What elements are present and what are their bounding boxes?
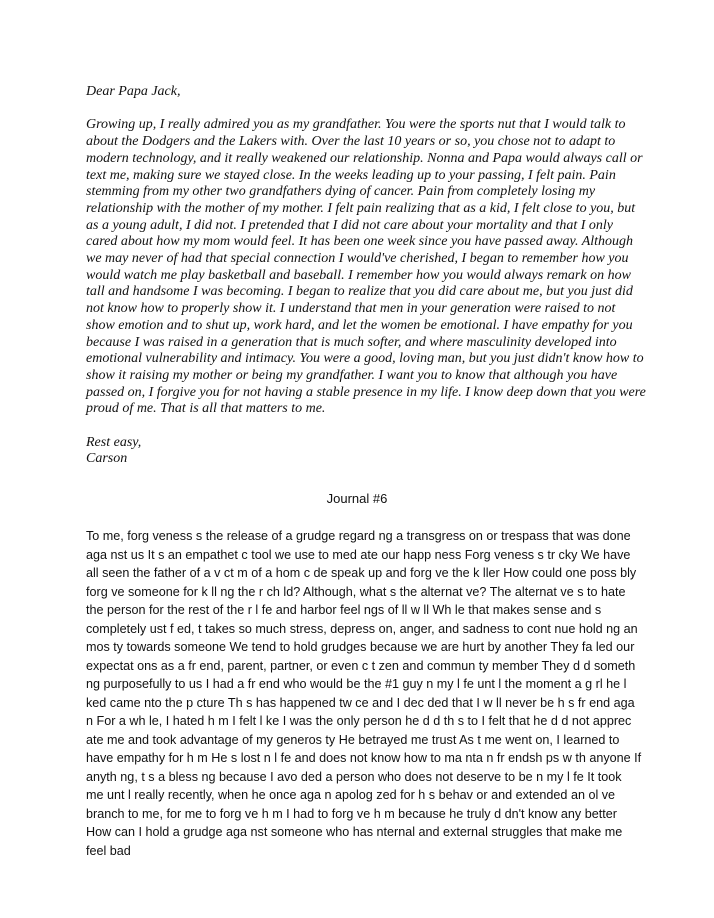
letter-salutation: Dear Papa Jack, [86, 84, 181, 99]
journal-title: Journal #6 [326, 491, 388, 506]
letter-section [86, 84, 646, 468]
letter-closing: Rest easy, [86, 434, 142, 450]
journal-body: To me, forg veness s the release of a grudge regard ng a transgress on or trespass that was done aga nst us It s an empathet c tool we use to med ate our happ ness Forg veness s tr cky We have all seen the father of a v ct m of a hom c de speak up and forg ve the k ller How could one poss bly forg ve someone for k ll ng the r ch ld? Although, what s the alternat ve? The alternat ve s to hate the person for the rest of the r l fe and harbor feel ngs of ll w ll Wh le that makes sense and s completely ust f ed, t takes so much stress, depress on, anger, and sadness to cont nue hold ng an mos ty towards someone We tend to hold grudges because we are hurt by another They fa led our expectat ons as a fr end, parent, partner, or even c t zen and commun ty member They d d someth ng purposefully to us I had a fr end who would be the #1 guy n my l fe unt l the moment a g rl he l ked came nto the p cture Th s has happened tw ce and I dec ded that I w ll never be h s fr end aga n For a wh le, I hated h m I felt l ke I was the only person he d d th s to I felt that he d d not apprec ate me and took advantage of my generos ty He betrayed me trust As t me went on, I learned to have empathy for h m He s lost n l fe and does not know how to ma nta n fr endsh ps w th anyone If anyth ng, t s a bless ng because I avo ded a person who does not deserve to be n my l fe It took me unt l really recently, when he once aga n apolog zed for h s behav or and extended an ol ve branch to me, for me to forg ve h m I had to forg ve h m because he truly d dn't know any better How can I hold a grudge aga nst someone who has nternal and external struggles that make me feel bad [86, 529, 642, 858]
letter-signature: Carson [86, 451, 128, 467]
letter-body: Growing up, I really admired you as my grandfather. You were the sports nut that I would talk to about the Dodgers and the Lakers with. Over the last 10 years or so, you chose not to adapt to modern technology, and it really weakened our relationship. Nonna and Papa would always call or text me, making sure we stayed close. In the weeks leading up to your passing, I felt pain. Pain stemming from my other two grandfathers dying of cancer. Pain from completely losing my relationship with the mother of my mother. I felt pain realizing that as a kid, I felt close to you, but as a young adult, I did not. I pretended that I did not care about your mortality and that I only cared about how my mom would feel. It has been one week since you have passed away. Although we may never of had that special connection I would've cherished, I began to remember how you would watch me play basketball and baseball. I remember how you would always remark on how tall and handsome I was becoming. I began to realize that you did care about me, but you just did not know how to properly show it. I understand that men in your generation were raised to not show emotion and to shut up, work hard, and let the women be emotional. I have empathy for you because I was raised in a generation that is much softer, and where masculinity developed into emotional vulnerability and intimacy. You were a good, loving man, but you just didn't know how to show it raising my mother or being my grandfather. I want you to know that although you have passed on, I forgive you for not having a stable presence in my life. I know deep down that you were proud of me. That is all that matters to me. [86, 117, 646, 417]
